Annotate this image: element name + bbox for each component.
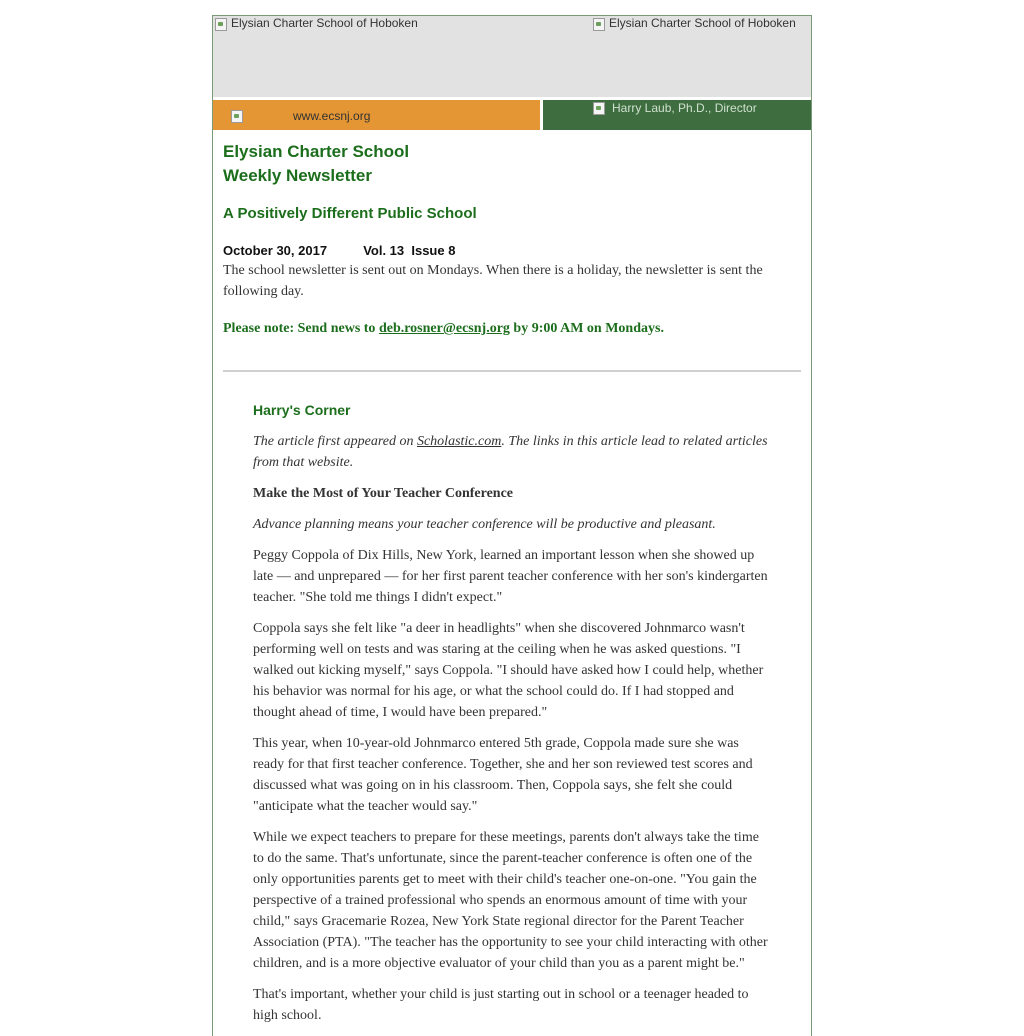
article-paragraph: While we expect teachers to prepare for these meetings, parents don't always take the time to do the same. That's unfortunate, since the parent-teacher conference is often one of the only opportunities parents get to meet with their child's teacher one-on-one. "You gain the perspective of a trained professional who spends an enormous amount of time with your child," says Gracemarie Rozea, New York State regional director for the Parent Teacher Association (PTA). "The teacher has the opportunity to see your child interacting with other children, and is a more objective evaluator of your child than you as a parent might be."	[253, 830, 768, 971]
submission-suffix: by 9:00 AM on Mondays.	[509, 321, 664, 336]
newsletter-container	[212, 15, 812, 1036]
title-line-2: Weekly Newsletter	[223, 166, 372, 185]
intro-section	[213, 130, 811, 372]
email-link[interactable]: deb.rosner@ecsnj.org	[378, 321, 510, 336]
article-paragraph: Coppola says she felt like "a deer in headlights" when she discovered Johnmarco wasn't performing well on tests and was staring at the ceiling when he was asked questions. "I walked out kicking myself," says Coppola. "I should have asked how I could help, whether his behavior was normal for his age, or what the school could do. If I had stopped and thought ahead of time, I would have been prepared."	[253, 621, 764, 720]
article-source-note	[253, 431, 771, 473]
logo-left-alt-text: Elysian Charter School of Hoboken	[231, 16, 418, 30]
website-link[interactable]: www.ecsnj.org	[293, 109, 371, 123]
submission-note	[223, 321, 801, 337]
newsletter-title	[223, 140, 801, 188]
title-line-1: Elysian Charter School	[223, 142, 410, 161]
issue-volume: Vol. 13 Issue 8	[363, 243, 456, 258]
scholastic-link[interactable]: Scholastic.com	[416, 434, 502, 449]
article-paragraph: That's important, whether your child is just starting out in school or a teenager headed to high school.	[253, 987, 749, 1023]
broken-image-icon	[592, 17, 606, 31]
source-prefix: The article first appeared on	[253, 434, 417, 449]
submission-prefix: Please note: Send news to	[223, 321, 379, 336]
school-logo-left	[214, 16, 418, 31]
source-suffix: . The links in this article lead to related articles from that website.	[253, 434, 768, 470]
director-alt-text: Harry Laub, Ph.D., Director	[612, 101, 757, 115]
issue-date: October 30, 2017	[223, 243, 328, 258]
article-heading: Harry's Corner	[253, 402, 351, 418]
tagline: A Positively Different Public School	[223, 205, 477, 222]
logo-right-alt-text: Elysian Charter School of Hoboken	[609, 16, 796, 30]
website-bar[interactable]	[213, 100, 540, 130]
dateline	[223, 243, 801, 258]
article-lede: Advance planning means your teacher conference will be productive and pleasant.	[253, 517, 716, 532]
director-bar	[543, 100, 811, 130]
school-logo-right	[592, 16, 796, 31]
header-banner	[213, 16, 811, 97]
schedule-note: The school newsletter is sent out on Mondays. When there is a holiday, the newsletter is sent the following day.	[223, 263, 763, 299]
header-bars	[213, 100, 811, 130]
harrys-corner-article	[213, 372, 811, 1026]
broken-image-icon	[214, 17, 228, 31]
article-paragraph: Peggy Coppola of Dix Hills, New York, learned an important lesson when she showed up late — and unprepared — for her first parent teacher conference with her son's kindergarten teacher. "She told me things I didn't expect."	[253, 548, 768, 605]
article-paragraph: This year, when 10-year-old Johnmarco entered 5th grade, Coppola made sure she was ready for that first teacher conference. Together, she and her son reviewed test scores and discussed what was going on in his classroom. Then, Coppola says, she felt she could "anticipate what the teacher would say."	[253, 736, 753, 814]
article-subheading: Make the Most of Your Teacher Conference	[253, 486, 513, 501]
